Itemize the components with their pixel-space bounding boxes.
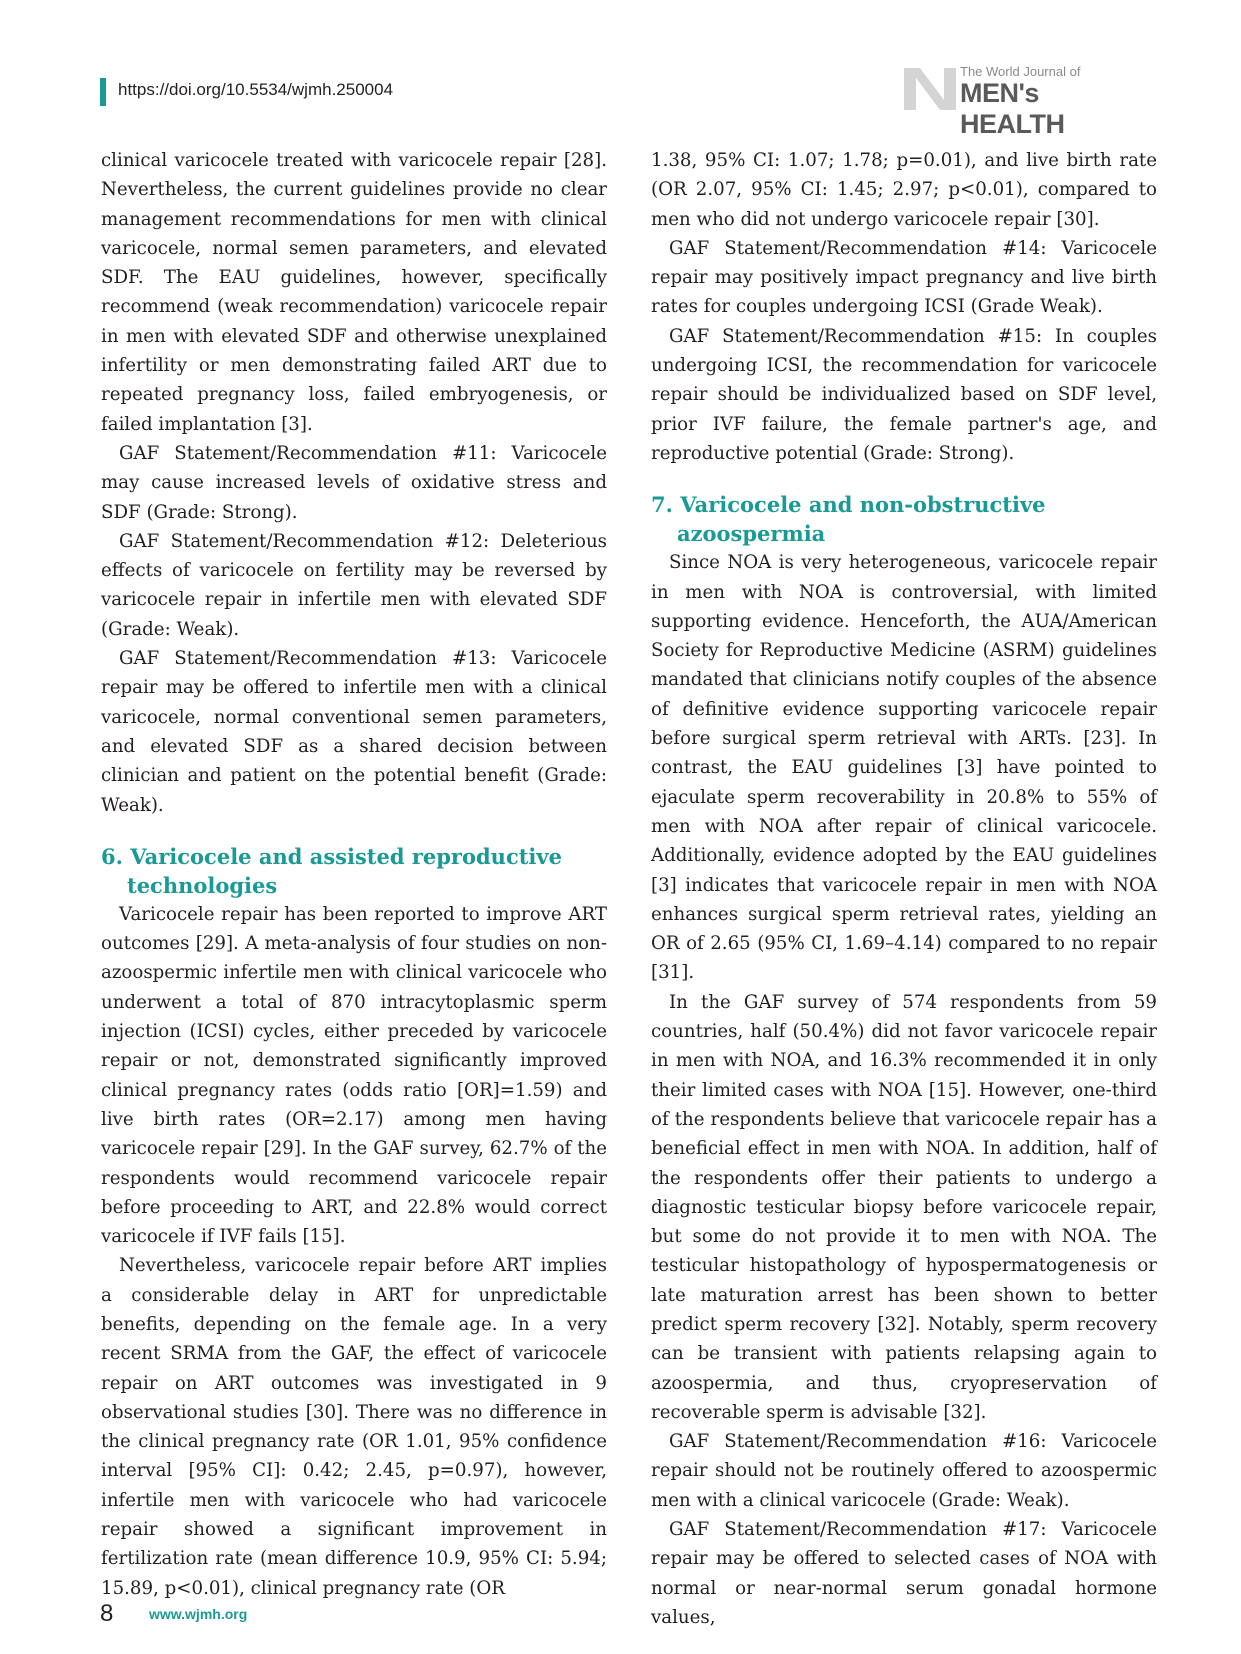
paragraph: GAF Statement/Recommendation #16: Varicocele repair should not be routinely offered to azoospermic men with a clinical varicocele (Grade: Weak).	[651, 1431, 1157, 1511]
right-column	[651, 146, 1157, 1632]
logo-subtitle: The World Journal of	[960, 64, 1081, 79]
left-column	[101, 146, 607, 1603]
section-heading-6: 6. Varicocele and assisted reproductive technologies	[101, 843, 562, 898]
section-heading-7: 7. Varicocele and non-obstructive azoospermia	[651, 492, 1046, 547]
paragraph: Varicocele repair has been reported to improve ART outcomes [29]. A meta-analysis of four studies on non-azoospermic infertile men with clinical varicocele who underwent a total of 870 intracytoplasmic sperm injection (ICSI) cycles, either preceded by varicocele repair or not, demonstrated significantly improved clinical pregnancy rates (odds ratio [OR]=1.59) and live birth rates (OR=2.17) among men having varicocele repair [29]. In the GAF survey, 62.7% of the respondents would recommend varicocele repair before proceeding to ART, and 22.8% would correct varicocele if IVF fails [15].	[101, 903, 607, 1248]
doi-accent-bar	[100, 78, 106, 106]
logo-title: MEN's HEALTH	[960, 78, 1065, 139]
paragraph: Nevertheless, varicocele repair before ART implies a considerable delay in ART for unpredictable benefits, depending on the female age. In a very recent SRMA from the GAF, the effect of varicocele repair on ART outcomes was investigated in 9 observational studies [30]. There was no difference in the clinical pregnancy rate (OR 1.01, 95% confidence interval [95% CI]: 0.42; 2.45, p=0.97), however, infertile men with varicocele who had varicocele repair showed a significant improvement in fertilization rate (mean difference 10.9, 95% CI: 5.94; 15.89, p<0.01), clinical pregnancy rate (OR	[101, 1255, 607, 1599]
page-header	[100, 64, 1150, 139]
paragraph: GAF Statement/Recommendation #15: In couples undergoing ICSI, the recommendation for varicocele repair should be individualized based on SDF level, prior IVF failure, the female partner's age, and reproductive potential (Grade: Strong).	[651, 325, 1157, 464]
page-number: 8	[100, 1600, 114, 1627]
paragraph: Since NOA is very heterogeneous, varicocele repair in men with NOA is controversial, with limited supporting evidence. Henceforth, the AUA/American Society for Reproductive Medicine (ASRM) guidelines mandated that clinicians notify couples of the absence of definitive evidence supporting varicocele repair before surgical sperm retrieval with ARTs. [23]. In contrast, the EAU guidelines [3] have pointed to ejaculate sperm recoverability in 20.8% to 55% of men with NOA after repair of clinical varicocele. Additionally, evidence adopted by the EAU guidelines [3] indicates that varicocele repair in men with NOA enhances surgical sperm retrieval rates, yielding an OR of 2.65 (95% CI, 1.69–4.14) compared to no repair [31].	[651, 552, 1157, 984]
doi-link[interactable]: https://doi.org/10.5534/wjmh.250004	[118, 80, 394, 99]
paragraph: GAF Statement/Recommendation #12: Deleterious effects of varicocele on fertility may be reversed by varicocele repair in infertile men with elevated SDF (Grade: Weak).	[101, 530, 607, 640]
paragraph: 1.38, 95% CI: 1.07; 1.78; p=0.01), and live birth rate (OR 2.07, 95% CI: 1.45; 2.97; p<0.01), compared to men who did not undergo varicocele repair [30].	[651, 150, 1157, 230]
paragraph: GAF Statement/Recommendation #13: Varicocele repair may be offered to infertile men with a clinical varicocele, normal conventional semen parameters, and elevated SDF as a shared decision between clinician and patient on the potential benefit (Grade: Weak).	[101, 648, 607, 816]
paragraph: GAF Statement/Recommendation #17: Varicocele repair may be offered to selected cases of NOA with normal or near-normal serum gonadal hormone values,	[651, 1519, 1157, 1628]
paragraph: In the GAF survey of 574 respondents from 59 countries, half (50.4%) did not favor varicocele repair in men with NOA, and 16.3% recommended it in only their limited cases with NOA [15]. However, one-third of the respondents believe that varicocele repair has a beneficial effect in men with NOA. In addition, half of the respondents offer their patients to undergo a diagnostic testicular biopsy before varicocele repair, but some do not provide it to men with NOA. The testicular histopathology of hypospermatogenesis or late maturation arrest has been shown to better predict sperm recovery [32]. Notably, sperm recovery can be transient with patients relapsing again to azoospermia, and thus, cryopreservation of recoverable sperm is advisable [32].	[651, 991, 1157, 1423]
paragraph: clinical varicocele treated with varicocele repair [28]. Nevertheless, the current guidelines provide no clear management recommendations for men with clinical varicocele, normal semen parameters, and elevated SDF. The EAU guidelines, however, specifically recommend (weak recommendation) varicocele repair in men with elevated SDF and otherwise unexplained infertility or men demonstrating failed ART due to repeated pregnancy loss, failed embryogenesis, or failed implantation [3].	[101, 150, 607, 435]
journal-website-link[interactable]: www.wjmh.org	[149, 1606, 248, 1622]
journal-logo	[900, 60, 1150, 139]
paragraph: GAF Statement/Recommendation #11: Varicocele may cause increased levels of oxidative stress and SDF (Grade: Strong).	[101, 442, 607, 523]
paragraph: GAF Statement/Recommendation #14: Varicocele repair may positively impact pregnancy and live birth rates for couples undergoing ICSI (Grade Weak).	[651, 237, 1157, 318]
